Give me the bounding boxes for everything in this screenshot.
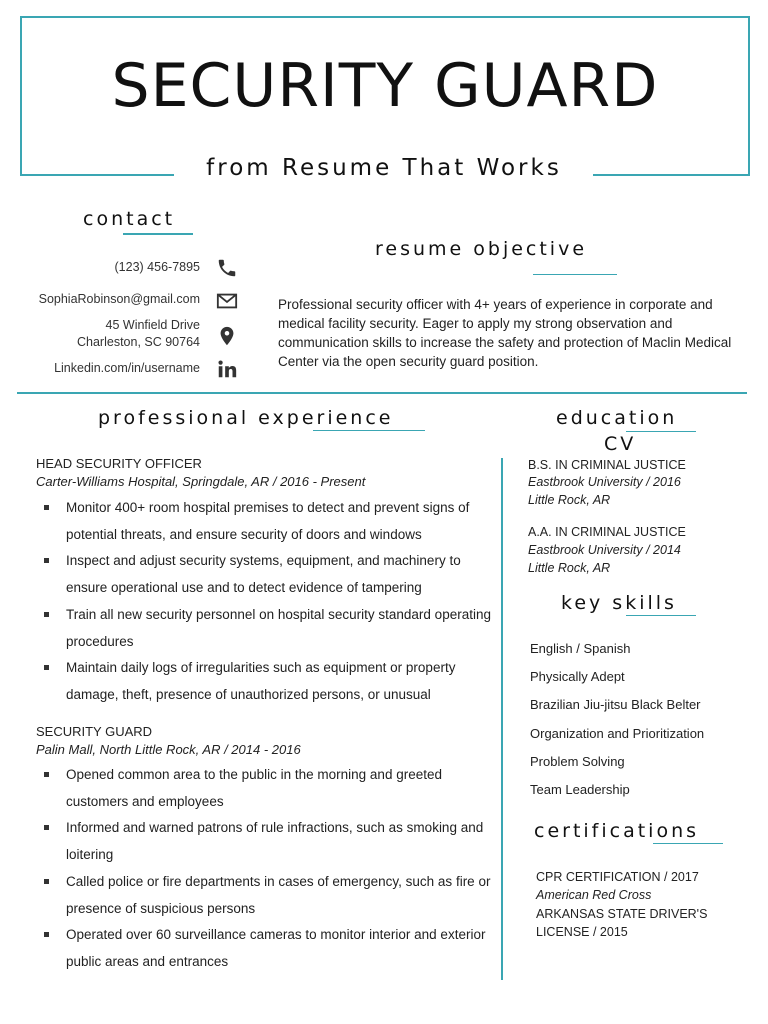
certifications-heading-underline — [653, 843, 723, 844]
contact-heading-underline — [123, 233, 193, 235]
title-frame-bottom-right — [593, 174, 750, 176]
job-title: SECURITY GUARD — [36, 724, 153, 739]
list-item: Inspect and adjust security systems, equipment, and machinery to ensure operational use and to detect evidence of tampering — [36, 548, 496, 601]
skills-heading: key skills — [561, 592, 677, 614]
list-item: Operated over 60 surveillance cameras to monitor interior and exterior public areas and entrances — [36, 922, 496, 975]
skills-heading-underline — [626, 615, 696, 616]
certification: ARKANSAS STATE DRIVER'S — [536, 907, 708, 921]
certification: LICENSE / 2015 — [536, 925, 628, 939]
list-item: Maintain daily logs of irregularities such as equipment or property damage, theft, presence of unauthorized persons, or unusual — [36, 655, 496, 708]
skill-item: Organization and Prioritization — [530, 726, 705, 741]
job-duties-list — [36, 495, 496, 709]
linkedin-icon — [216, 358, 238, 380]
contact-heading: contact — [83, 208, 176, 230]
education-heading-overlap: CV — [604, 433, 637, 455]
page-subtitle: from Resume That Works — [175, 152, 593, 184]
education-heading-underline — [626, 431, 696, 432]
skill-item: Team Leadership — [530, 782, 630, 797]
school: Eastbrook University / 2016 — [528, 475, 681, 489]
column-divider — [501, 458, 503, 980]
list-item: Opened common area to the public in the morning and greeted customers and employees — [36, 762, 496, 815]
experience-heading-underline — [313, 430, 425, 431]
certification-issuer: American Red Cross — [536, 888, 652, 902]
skill-item: English / Spanish — [530, 641, 631, 656]
skill-item: Physically Adept — [530, 669, 625, 684]
section-divider — [17, 392, 747, 394]
contact-phone: (123) 456-7895 — [114, 260, 200, 274]
list-item: Monitor 400+ room hospital premises to detect and prevent signs of potential threats, and ensure security of doors and windows — [36, 495, 496, 548]
location-pin-icon — [216, 325, 238, 347]
certification: CPR CERTIFICATION / 2017 — [536, 870, 699, 884]
objective-text: Professional security officer with 4+ years of experience in corporate and medical facility security. Eager to apply my strong observation and communication skills to increase the safety and protection of Maclin Medical Center via the open security guard position. — [278, 297, 732, 369]
school: Eastbrook University / 2014 — [528, 543, 681, 557]
objective-heading-underline — [533, 274, 617, 275]
school-location: Little Rock, AR — [528, 561, 611, 575]
skill-item: Brazilian Jiu-jitsu Black Belter — [530, 697, 701, 712]
degree: A.A. IN CRIMINAL JUSTICE — [528, 525, 686, 539]
job-employer: Carter-Williams Hospital, Springdale, AR / 2016 - Present — [36, 474, 366, 489]
contact-address-line1: 45 Winfield Drive — [105, 318, 200, 332]
contact-email[interactable]: SophiaRobinson@gmail.com — [38, 292, 200, 306]
job-employer: Palin Mall, North Little Rock, AR / 2014 - 2016 — [36, 742, 301, 757]
school-location: Little Rock, AR — [528, 493, 611, 507]
contact-linkedin[interactable]: Linkedin.com/in/username — [54, 361, 200, 375]
list-item: Train all new security personnel on hospital security standard operating procedures — [36, 602, 496, 655]
skill-item: Problem Solving — [530, 754, 625, 769]
certifications-heading: certifications — [534, 820, 700, 842]
phone-icon — [216, 257, 238, 279]
education-heading: education — [556, 407, 678, 429]
envelope-icon — [216, 290, 238, 312]
page-title: SECURITY GUARD — [111, 51, 659, 121]
contact-address-line2: Charleston, SC 90764 — [77, 335, 200, 349]
list-item: Called police or fire departments in cases of emergency, such as fire or presence of suspicious persons — [36, 869, 496, 922]
experience-heading: professional experience — [98, 407, 394, 429]
title-frame-bottom-left — [20, 174, 174, 176]
job-duties-list — [36, 762, 496, 976]
degree: B.S. IN CRIMINAL JUSTICE — [528, 458, 686, 472]
list-item: Informed and warned patrons of rule infractions, such as smoking and loitering — [36, 815, 496, 868]
objective-heading: resume objective — [375, 238, 588, 260]
job-title: HEAD SECURITY OFFICER — [36, 456, 202, 471]
